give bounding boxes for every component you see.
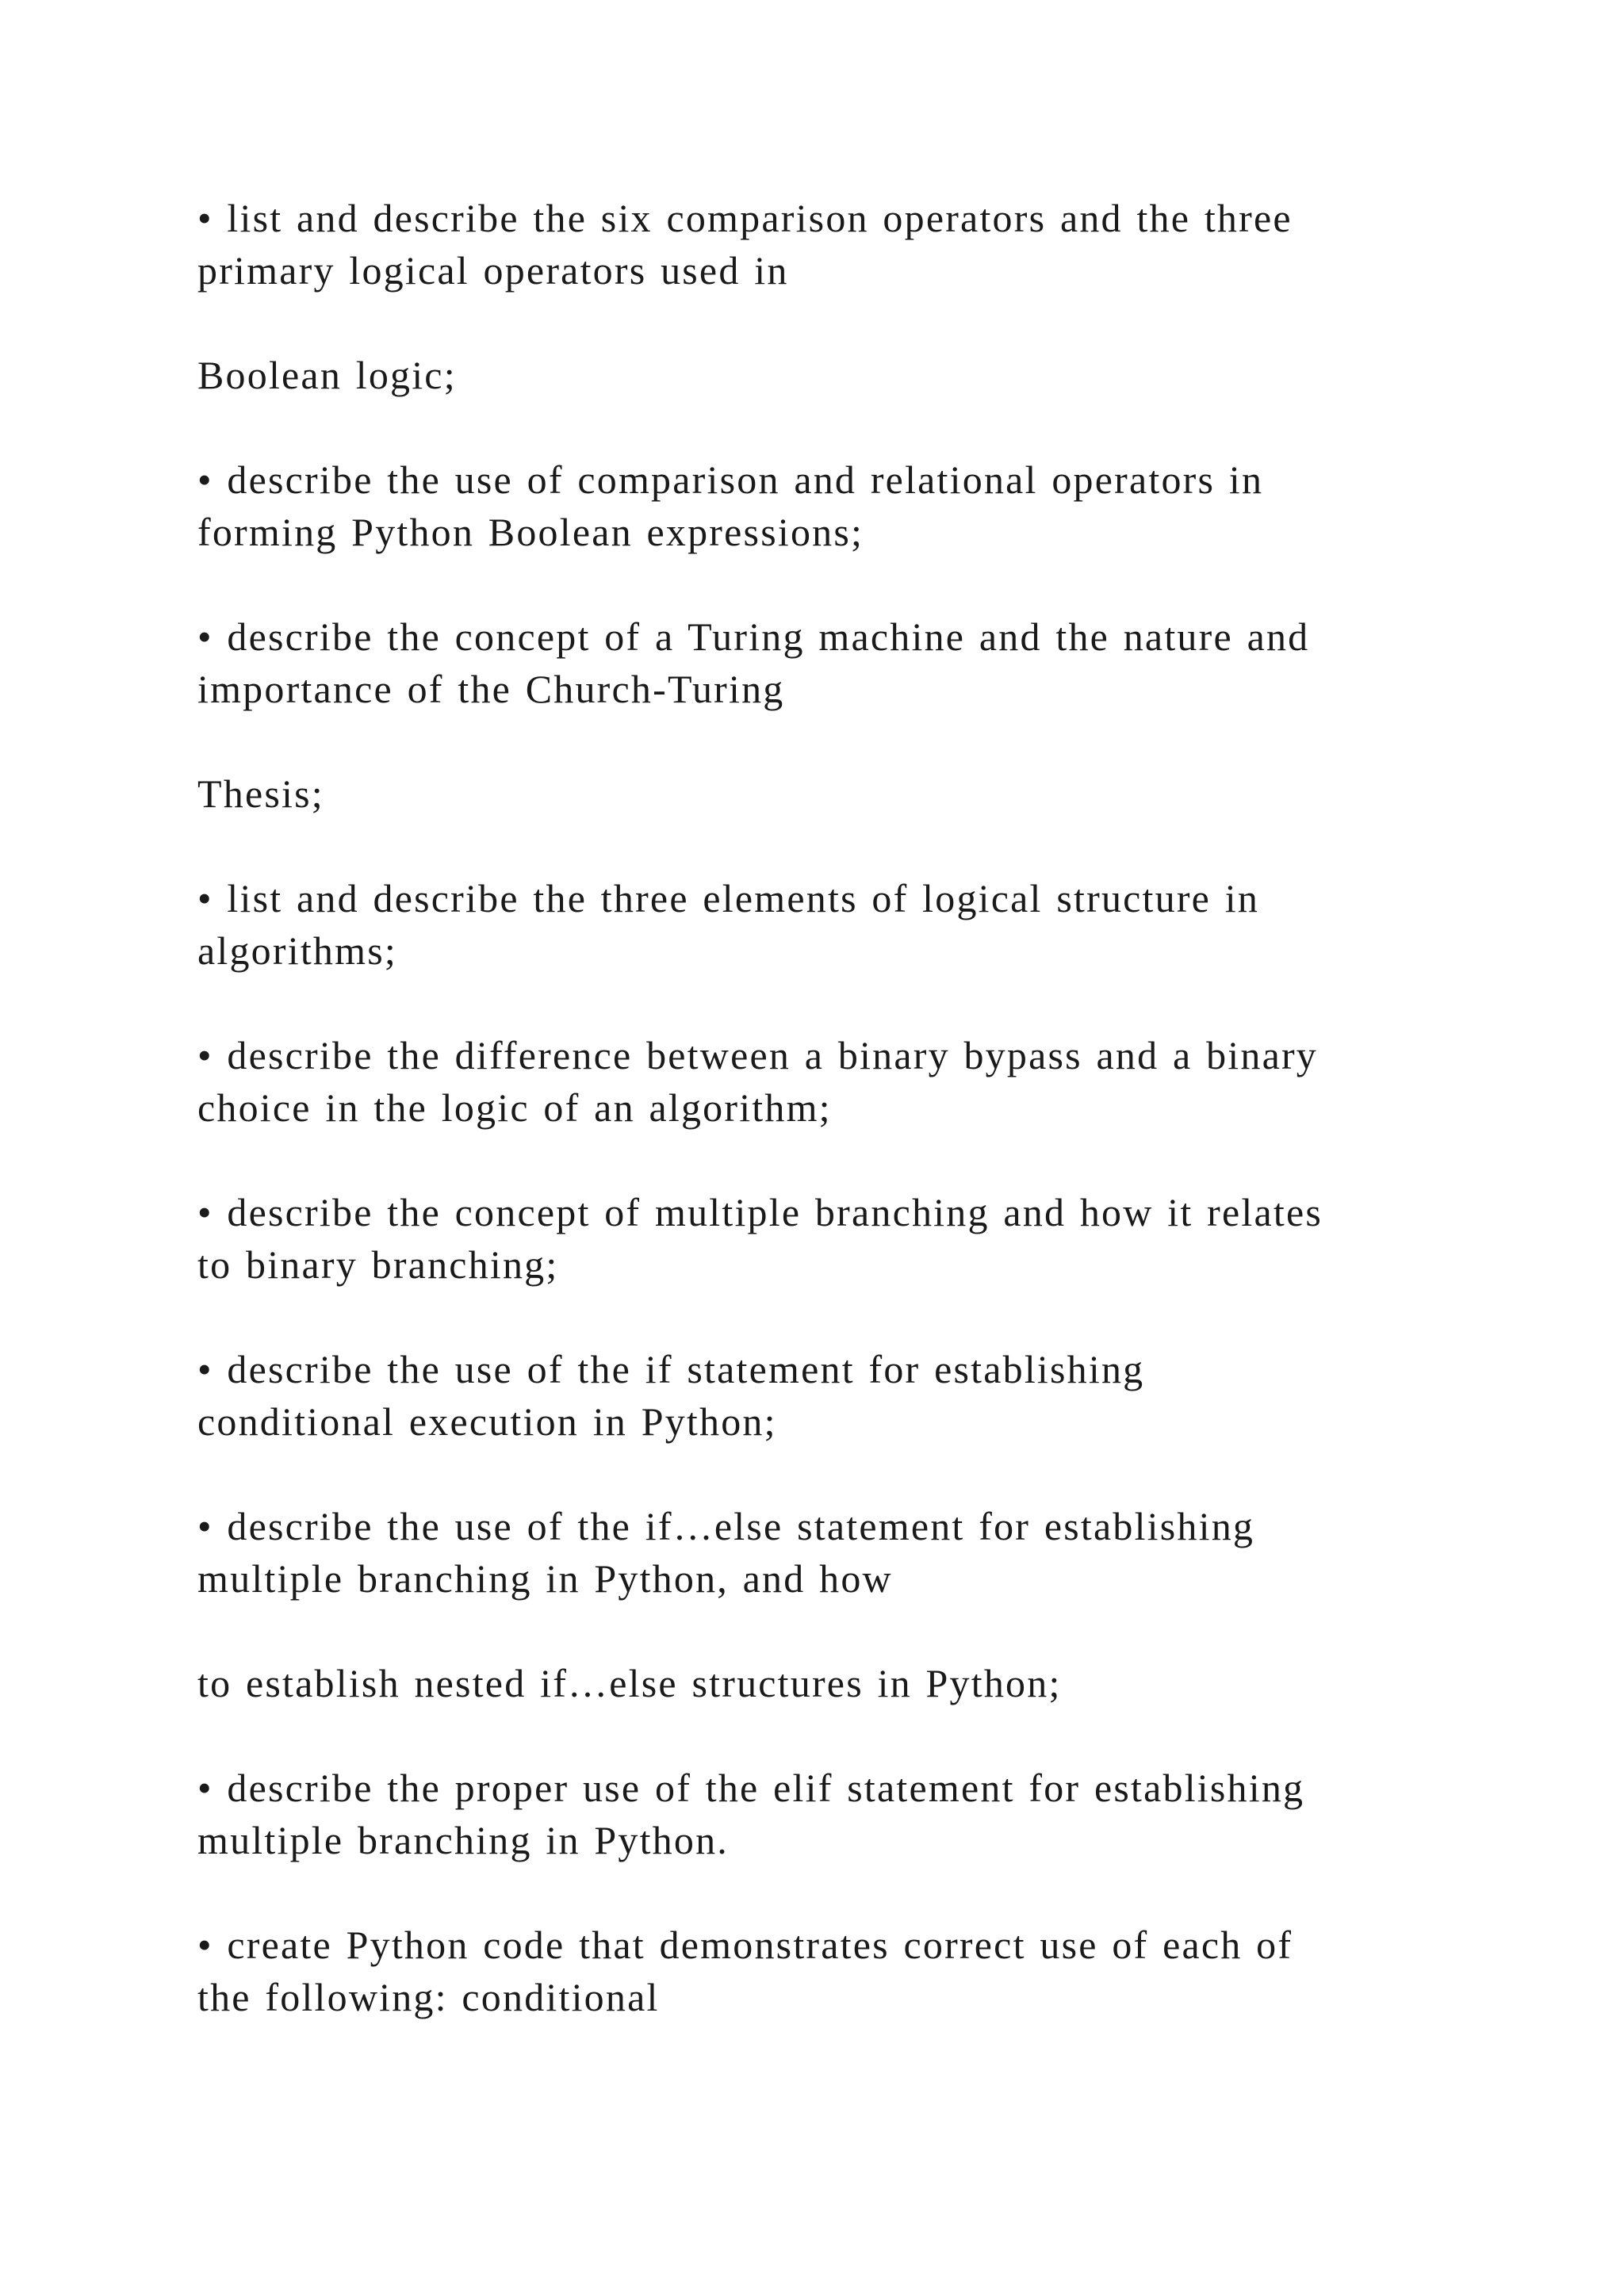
text-line: • describe the difference between a binary bypass and a binary bbox=[197, 1033, 1319, 1077]
paragraph-8 bbox=[197, 1186, 1434, 1291]
text-line: the following: conditional bbox=[197, 1975, 660, 2019]
text-line: Boolean logic; bbox=[197, 353, 457, 397]
text-line: forming Python Boolean expressions; bbox=[197, 510, 864, 554]
document-body bbox=[197, 192, 1434, 2076]
paragraph-3 bbox=[197, 453, 1434, 558]
paragraph-10 bbox=[197, 1500, 1434, 1605]
paragraph-12 bbox=[197, 1762, 1434, 1866]
text-line: • create Python code that demonstrates correct use of each of bbox=[197, 1923, 1293, 1967]
paragraph-1 bbox=[197, 192, 1434, 297]
text-line: • describe the use of comparison and relational operators in bbox=[197, 457, 1264, 502]
paragraph-5 bbox=[197, 767, 1434, 820]
paragraph-7 bbox=[197, 1029, 1434, 1134]
text-line: to binary branching; bbox=[197, 1242, 559, 1287]
text-line: to establish nested if…else structures in Python; bbox=[197, 1661, 1062, 1705]
text-line: choice in the logic of an algorithm; bbox=[197, 1085, 832, 1130]
text-line: algorithms; bbox=[197, 928, 397, 973]
text-line: • describe the use of the if statement for establishing bbox=[197, 1347, 1145, 1391]
text-line: • describe the proper use of the elif statement for establishing bbox=[197, 1766, 1305, 1810]
text-line: • describe the concept of multiple branching and how it relates bbox=[197, 1190, 1323, 1234]
paragraph-6 bbox=[197, 872, 1434, 977]
text-line: Thesis; bbox=[197, 771, 324, 816]
paragraph-9 bbox=[197, 1343, 1434, 1448]
paragraph-2 bbox=[197, 349, 1434, 401]
paragraph-11 bbox=[197, 1657, 1434, 1709]
paragraph-4 bbox=[197, 610, 1434, 715]
text-line: multiple branching in Python. bbox=[197, 1818, 729, 1862]
text-line: • list and describe the three elements of logical structure in bbox=[197, 876, 1260, 920]
text-line: conditional execution in Python; bbox=[197, 1399, 777, 1444]
text-line: importance of the Church-Turing bbox=[197, 667, 785, 711]
text-line: primary logical operators used in bbox=[197, 248, 789, 293]
paragraph-13 bbox=[197, 1919, 1434, 2023]
text-line: • list and describe the six comparison operators and the three bbox=[197, 196, 1293, 240]
text-line: • describe the use of the if…else statement for establishing bbox=[197, 1504, 1255, 1548]
text-line: • describe the concept of a Turing machine and the nature and bbox=[197, 614, 1310, 659]
text-line: multiple branching in Python, and how bbox=[197, 1556, 893, 1601]
